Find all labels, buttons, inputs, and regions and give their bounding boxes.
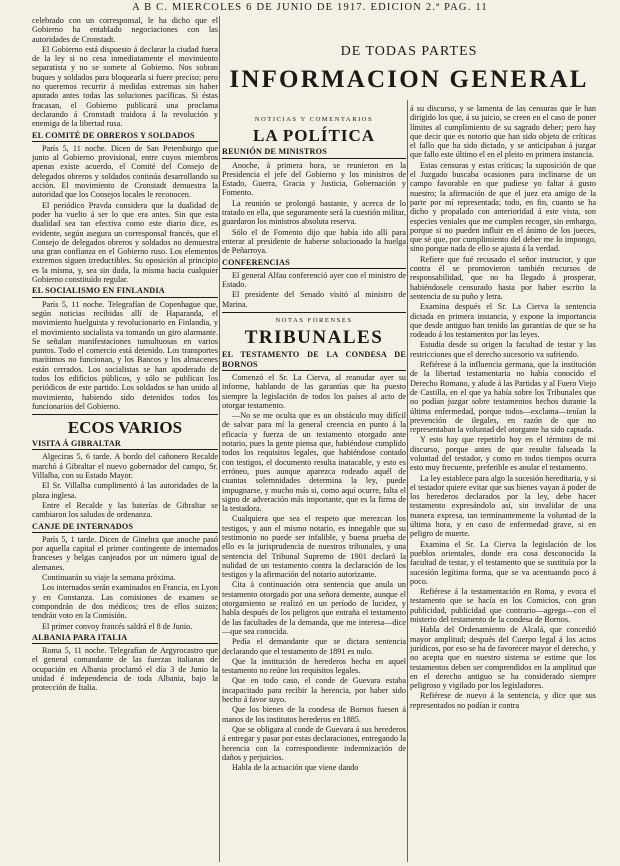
section-heading: EL SOCIALISMO EN FINLANDIA — [32, 286, 218, 297]
article-paragraph: La reunión se prolongó bastante, y acerca de lo tratado en ella, que seguramente será la cuestión militar, guardaron los ministros absoluta reserva. — [222, 198, 406, 227]
article-paragraph: Refiérese á la influencia germana, que la institución de la libertad testamentaria no había conocido el Derecho Romano, y alude á las Partidas y al Fuero Viejo de Castilla, en el que ya había sobre los Tribunales que no podían juzgar sobre testamentos hechos durante la última enfermedad, porque todos—exclama—tenían la prevención de ilegales, en razón de que no representaban la voluntad del otorgante ha sido captada. — [410, 360, 596, 435]
article-paragraph: Entre el Recalde y las baterías de Gibraltar se cambiaron los saludos de ordenanza. — [32, 500, 218, 520]
section-heading: EL TESTAMENTO DE LA CONDESA DE BORNOS — [222, 350, 406, 371]
column-rule — [407, 100, 408, 862]
feature-title: LA POLÍTICA — [253, 126, 375, 146]
article-paragraph: celebrado con un corresponsal, le ha dicho que el Gobierno ha entablado negociaciones con las autoridades de Cronstadt. — [32, 16, 218, 44]
banner-top: DE TODAS PARTES — [340, 44, 478, 59]
column-rule — [219, 16, 220, 862]
article-paragraph: Refiérese de nuevo á la sentencia, y dice que sus representados no podían ir contra — [410, 691, 596, 710]
page-header: A B C. MIERCOLES 6 DE JUNIO DE 1917. EDICION 2.ª PAG. 11 — [132, 2, 488, 13]
article-paragraph: El Gobierno está dispuesto á declarar la ciudad fuera de la ley si no cesa inmediatamente el movimiento separatista y no se somete al Gobierno. Nos sobran buques y soldados para bloquearla si fuere preciso; pero no queremos recurrir á medidas extremas sin haber apurado antes todas las soluciones pacíficas. Si éstas fracasan, el Gobierno publicará una proclama declarando á Cronstadt traidora á la revolución y enemiga de la libertad rusa. — [32, 44, 218, 129]
column-2 — [222, 112, 406, 862]
article-paragraph: Que la institución de herederos hecha en aquel testamento no reúne los requisitos legales. — [222, 656, 406, 676]
article-paragraph: La ley establece para algo la sucesión hereditaria, y si el testador quiere evitar que sus bienes vayan á poder de los herederos declarados por la ley, debe hacer testamento expresándolo así, sin invalidar de una manera expresa, tan terminantemente la voluntad de la última hora, y en caso de enfermedad grave, si en peligro de muerte. — [410, 473, 596, 539]
kicker: NOTICIAS Y COMENTARIOS — [254, 116, 374, 123]
article-paragraph: Los internados serán examinados en Francia, en Lyon y en Constanza. Las comisiones de examen se compondrán de dos médicos; tres de ellos suizos; tendrán voto en la Comisión. — [32, 583, 218, 621]
article-paragraph: Comenzó el Sr. La Cierva, al reanudar ayer su informe, hablando de las garantías que ha puesto siempre la legislación de todos los países al acto de otorgar testamento. — [222, 372, 406, 410]
section-heading: REUNIÓN DE MINISTROS — [222, 147, 406, 158]
article-paragraph: Estas censuras y estas críticas; la suposición de que el Juzgado buscaba ocasiones para inclinarse de un campo favorable en que pudiese yo faltar á gusto nuestro; la afirmación de que el juez era amigo de la parte por mí representada; todo, en fin, cuanto se ha dicho y propalado con anterioridad á este vista, son especies veniales que me cumplen recoger, sin embargo, porque si no pueden influir en el ánimo de los jueces, que sé que, por cumplimiento del deber me lo impongo, sino porque nada de ello se ajusta á la verdad. — [410, 160, 596, 254]
article-paragraph: Examina después el Sr. La Cierva la sentencia dictada en primera instancia, y expone la importancia que desde antiguo han tenido las garantías de que se ha rodeado á los testamentos por las leyes. — [410, 302, 596, 340]
article-paragraph: Que se obligara al conde de Guevara á sus herederos á entregar y pasar por estas declaraciones, entregando la herencia con la correspondiente indemnización de daños y perjuicios. — [222, 724, 406, 762]
article-paragraph: Que los bienes de la condesa de Bornos fuesen á manos de los institutos herederos en 1885. — [222, 705, 406, 724]
section-heading: CANJE DE INTERNADOS — [32, 522, 218, 533]
article-paragraph: París 5, 11 noche. Telegrafían de Copenhague que, según noticias recibidas allí de Haparanda, el movimiento huelguista y revolucionario en Finlandia, y el movimiento socialista va tomando un giro alarmante. Se señalan manifestaciones tumultuosas en varios puntos. Todo el comercio está detenido. Los transportes marítimos no funcionan, y los Bancos y los almacenes están cerrados. Los socialistas se han apoderado de todos los edificios públicos, y sólo se publican los periódicos de este partido. Los soldados se han unido al movimiento, habiendo sido detenidos todos los funcionarios del Gobierno. — [32, 299, 218, 411]
article-paragraph: Que en todo caso, el conde de Guevara estaba incapacitado para recibir la herencia, por haber sido hecho á favor suyo. — [222, 676, 406, 705]
section-heading: CONFERENCIAS — [222, 258, 406, 269]
article-paragraph: Algeciras 5, 6 tarde. A bordo del cañonero Recalde marchó á Gibraltar el nuevo gobernador del campo, Sr. Villalba, con su Estado Mayor. — [32, 452, 218, 481]
article-paragraph: á su discurso, y se lamenta de las censuras que le han dirigido los que, á su juicio, se creen en el caso de poner límites al cumplimiento de su sagrado deber; pero hay que decir que es notorio que han sido objeto de críticas el fallo que ha sido dictado, y se anticipaban á juzgar que fallo este último el en el pleito en primera instancia. — [410, 104, 596, 160]
article-paragraph: Habla del Ordenamiento de Alcalá, que concedió mayor amplitud; después del Cuerpo legal á los actos jurídicos, por eso se ha de favorecer mayor el derecho, y no acepta que en nuestro sistema se estime que los testamentos deben ser comprendidos en la amplitud que en el derecho antiguo se ha considerado siempre peligroso y vigilado por los legisladores. — [410, 625, 596, 691]
article-paragraph: París 5, 11 noche. Dicen de San Petersburgo que junto al Gobierno provisional, entre cuyos miembros apenas existe acuerdo, el Comité del Consejo de delegados obreros y soldados continúa desarrollando su acción. El movimiento de Cronstadt demuestra la autoridad que los Consejos locales le reconocen. — [32, 143, 218, 200]
article-paragraph: El presidente del Senado visitó al ministro de Marina. — [222, 290, 406, 309]
section-heading: VISITA Á GIBRALTAR — [32, 439, 218, 450]
article-paragraph: Pedía el demandante que se dictara sentencia declarando que el testamento de 1891 es nulo. — [222, 637, 406, 656]
article-paragraph: —No se me oculta que es un obstáculo muy difícil de salvar para mí la general creencia en punto á la eficacia y fuerza de un testamento otorgado ante notario, pues la gente piensa que, habiéndose cumplido todos los requisitos legales, que habiéndose contado con testigos, el documento resulta inatacable, y esto es erróneo, pues aunque aparezca rodeado aquél de cuantas solemnidades determina la ley, puede impugnarse, y mucho más si, como aquí ocurre, falta el signo de adveración más importante, que es la firma de la testadora. — [222, 411, 406, 514]
divider — [32, 414, 218, 415]
column-3 — [410, 104, 596, 862]
divider — [222, 312, 406, 313]
article-paragraph: Estudia desde su origen la facultad de testar y las restricciones que el derecho sucesorio va sufriendo. — [410, 340, 596, 359]
article-paragraph: Roma 5, 11 noche. Telegrafían de Argyrocastro que el general comandante de las fuerzas italianas de ocupación en Albania proclamó el día 3 de Junio la unidad é independencia de toda Albania, bajo la protección de Italia. — [32, 646, 218, 693]
article-paragraph: Continuarán su viaje la semana próxima. — [42, 573, 176, 583]
article-paragraph: París 5, 1 tarde. Dicen de Ginebra que anoche pasó por aquella capital el primer contingente de internados franceses y belgas canjeados por un número igual de alemanes. — [32, 534, 218, 572]
feature-title: TRIBUNALES — [244, 327, 384, 349]
section-heading: EL COMITÉ DE OBREROS Y SOLDADOS — [32, 131, 218, 142]
column-1 — [32, 16, 218, 862]
article-paragraph: Y esto hay que repetirlo hoy en el término de mi discurso, porque antes de que resulte falseada la voluntad del testador, y como en todos tiempos ocurra esto muy frecuente, preferible es anular el testamento. — [410, 435, 596, 473]
article-paragraph: El general Alfau conferenció ayer con el ministro de Estado. — [222, 270, 406, 290]
article-paragraph: El periódico Pravda considera que la dualidad de poder ha vuelto á ser lo que era antes. Sin que esta dualidad sea tan efectiva como este diario dice, es evidente, según asegura un corresponsal francés, que el Consejo de delegados obreros y soldados no demuestra una gran confianza en el Gobierno ruso. Los elementos extremos siguen irreductibles. Su oposición al principio es la misma, y, sea sin duda, la misma hacia cualquier Gobierno constituído regular. — [32, 200, 218, 285]
article-paragraph: Sólo el de Fomento dijo que había ido allí para enterar al presidente de haberse solucionado la huelga de Peñarroya. — [222, 227, 406, 256]
article-paragraph: Cita á continuación otra sentencia que anula un testamento otorgado por una señora demente, aunque el otorgamiento se realizó en un período de lucidez, y habla después de los peligros que entraña el testamento de las facultades de la demanda, que me interesa—dice—que sea conocida. — [222, 580, 406, 636]
banner-main: INFORMACION GENERAL — [229, 66, 589, 93]
article-paragraph: El primer convoy francés saldrá el 8 de Junio. — [42, 621, 193, 631]
article-paragraph: Refiérese á la testamentación en Roma, y evoca el testamento que se hacía en los Comicios, con gran publicidad, publicidad que contrario—agrega—con el misterio del testamento de la condesa de Bornos. — [410, 587, 596, 625]
kicker: NOTAS FORENSES — [275, 317, 353, 325]
article-paragraph: Anoche, á primera hora, se reunieron en la Presidencia el jefe del Gobierno y los ministros de Estado, Guerra, Gracia y Justicia, Gobernación y Fomento. — [222, 160, 406, 198]
article-paragraph: Examina el Sr. La Cierva la legislación de los pueblos orientales, donde era cosa desconocida la facultad de testar, y el testamento que se sustituía por la sucesión legítima forma, que se va acentuando poco á poco. — [410, 539, 596, 586]
section-heading: ALBANIA PARA ITALIA — [32, 633, 218, 644]
article-paragraph: Cualquiera que sea el respeto que merezcan los testigos, y aun el mismo notario, es innegable que su testimonio no puede ser infalible, y buena prueba de ello es la jurisprudencia de nuestros tribunales, y una sentencia del Tribunal Supremo de 1901 declaró la nulidad de un testamento contra la declaración de los testigos y la afirmación del notario autorizante. — [222, 514, 406, 580]
feature-title: ECOS VARIOS — [67, 418, 183, 438]
article-paragraph: Refiere que fué recusado el señor instructor, y que contra él se promovieron también recursos de responsabilidad, que no ha llegado á prosperar, habiéndosele censurado hasta por haber escrito la sentencia de su puño y letra. — [410, 254, 596, 301]
article-paragraph: Habla de la actuación que viene dando — [232, 763, 359, 773]
article-paragraph: El Sr. Villalba cumplimentó á las autoridades de la plaza inglesa. — [32, 481, 218, 500]
